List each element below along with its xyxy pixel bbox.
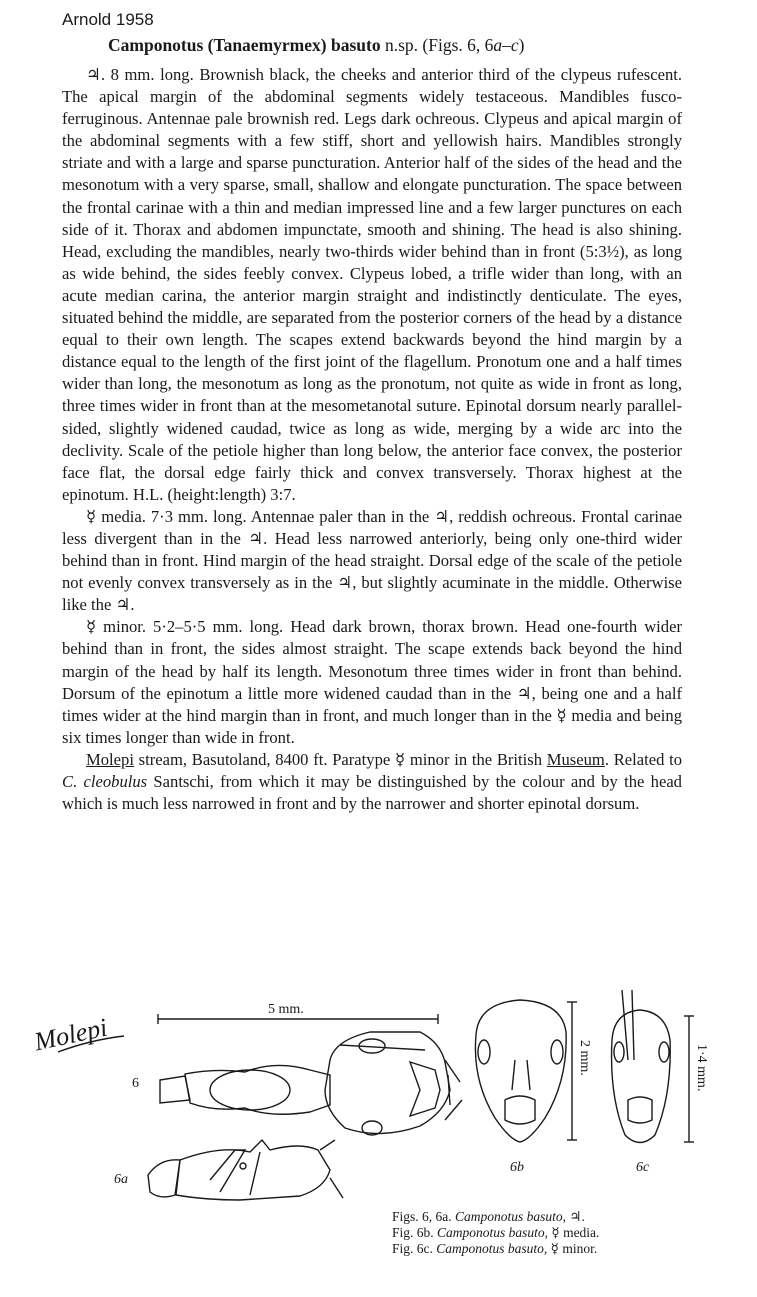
figure-6c-scale-label: 1·4 mm. [694,1044,709,1092]
figure-caption [392,1209,599,1257]
caption-line-3: Fig. 6c. Camponotus basuto, ☿ minor. [392,1241,598,1256]
scale-bar-label: 5 mm. [268,1002,304,1017]
figure-6b-scale-label: 2 mm. [577,1040,592,1076]
locality-name: Molepi [86,749,134,769]
figure-6-dorsal-drawing [160,1032,462,1135]
figure-6c-head-drawing [612,990,694,1143]
species-name: Camponotus (Tanaemyrmex) basuto [108,35,381,55]
figure-6-label: 6 [132,1076,139,1091]
caption-line-1: Figs. 6, 6a. Camponotus basuto, ♃. [392,1209,585,1224]
caption-line-2: Fig. 6b. Camponotus basuto, ☿ media. [392,1225,600,1240]
locality-paragraph: Molepi stream, Basutoland, 8400 ft. Paratype ☿ minor in the British Museum. Related to C. cleobulus Santschi, from which it may be distinguished by the colour and by the head which is much less narrowed in front and by the narrower and shorter epinotal dorsum. [62,749,683,814]
description-major-worker: ♃. 8 mm. long. Brownish black, the cheeks and anterior third of the clypeus rufescent. The apical margin of the abdominal segments widely testaceous. Mandibles fusco-ferruginous. Antennae pale brownish red. Legs dark ochreous. Clypeus and apical margin of the abdominal segments with a few stiff, short and yellowish hairs. Mandibles strongly striate and with a large and sparse puncturation. Anterior half of the sides of the head and the mesonotum with a very sparse, small, shallow and elongate puncturation. The space between the frontal carinae with a thin and median impressed line and a few larger punctures on each side of it. Thorax and abdomen impunctate, smooth and shining. The head is also shining. Head, excluding the mandibles, nearly two-thirds wider behind than in front (5:3½), as long as wide behind, the sides feebly convex. Clypeus lobed, a trifle wider than long, with an acute median carina, the anterior margin straight and indistinctly denticulate. The eyes, situated behind the middle, are separated from the posterior corners of the head by a distance equal to their own length. The scapes extend backwards beyond the hind margin by a distance equal to the length of the first joint of the flagellum. Pronotum one and a half times wider than long, the mesonotum as long as the pronotum, not quite as wide in front as long, three times wider in front than at the mesometanotal suture. Epinotal dorsum nearly parallel-sided, slightly widened caudad, twice as long as wide, merging by a wide arc into the declivity. Scale of the petiole higher than long below, the anterior face convex, the posterior face flat, the dorsal edge fairly thick and convex transversely. Thorax highest at the epinotum. H.L. (height:length) 3:7. [62,65,682,504]
museum-name: Museum [546,749,605,769]
description-media-worker: ☿ media. 7·3 mm. long. Antennae paler than in the ♃, reddish ochreous. Frontal carinae less divergent than in the ♃. Head less narrowed anteriorly, being only one-third wider behind than in front. Hind margin of the head straight. Dorsal edge of the scale of the petiole not evenly convex transversely as in the ♃, but slightly acuminate in the middle. Otherwise like the ♃. [62,506,682,615]
description-minor-worker: ☿ minor. 5·2–5·5 mm. long. Head dark brown, thorax brown. Head one-fourth wider behind than in front, the sides almost straight. The scape extends back beyond the hind margin of the head by half its length. Mesonotum three times wider in front than behind. Dorsum of the epinotum a little more widened caudad than in the ♃, being one and a half times wider at the hind margin than in front, and much longer than in the ☿ media and being six times longer than wide in front. [62,617,682,747]
new-species-tag: n.sp. [384,35,419,55]
running-header: Arnold 1958 [62,10,154,29]
figure-reference: (Figs. 6, 6a–c) [422,35,525,55]
related-species: C. cleobulus [62,772,148,791]
figure-6c-label: 6c [636,1160,650,1175]
figure-6b-head-drawing [475,1000,577,1142]
figure-6a-lateral-drawing [148,1140,343,1200]
handwritten-annotation: Molepi [31,1012,110,1057]
figure-6a-label: 6a [114,1172,128,1187]
figure-6b-label: 6b [510,1160,524,1175]
